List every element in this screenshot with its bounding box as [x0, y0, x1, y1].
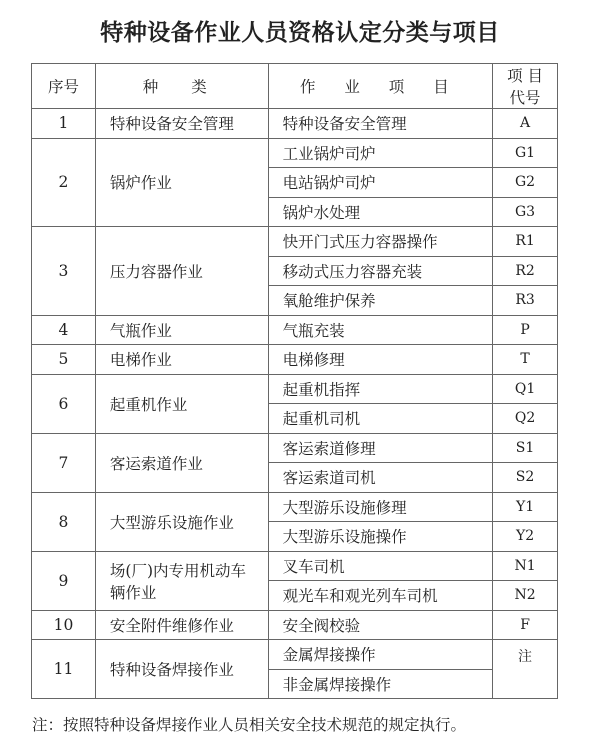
table-row	[32, 138, 558, 168]
header-code-line2: 代号	[509, 89, 541, 107]
category-cell: 安全附件维修作业	[95, 610, 268, 640]
code-cell: Y1	[493, 492, 558, 522]
code-cell: Y2	[493, 522, 558, 552]
item-cell: 大型游乐设施修理	[268, 492, 493, 522]
code-cell: 注	[493, 640, 558, 699]
code-cell: G3	[493, 197, 558, 227]
category-cell: 气瓶作业	[95, 315, 268, 345]
seq-cell: 7	[32, 433, 96, 492]
seq-cell: 3	[32, 227, 96, 316]
code-cell: A	[493, 109, 558, 139]
header-code-line1: 项 目	[507, 67, 544, 85]
category-cell: 特种设备安全管理	[95, 109, 268, 139]
footnote: 注：按照特种设备焊接作业人员相关安全技术规范的规定执行。	[32, 716, 467, 734]
category-cell: 大型游乐设施作业	[95, 492, 268, 551]
seq-cell: 10	[32, 610, 96, 640]
item-cell: 客运索道修理	[268, 433, 493, 463]
item-cell: 金属焊接操作	[268, 640, 493, 670]
table-row	[32, 433, 558, 463]
seq-cell: 6	[32, 374, 96, 433]
category-cell: 压力容器作业	[95, 227, 268, 316]
item-cell: 非金属焊接操作	[268, 669, 493, 699]
item-cell: 客运索道司机	[268, 463, 493, 493]
table-row	[32, 109, 558, 139]
code-cell: F	[493, 610, 558, 640]
item-cell: 观光车和观光列车司机	[268, 581, 493, 611]
table-row	[32, 315, 558, 345]
seq-cell: 11	[32, 640, 96, 699]
seq-cell: 1	[32, 109, 96, 139]
table-row	[32, 492, 558, 522]
document-title: 特种设备作业人员资格认定分类与项目	[100, 20, 500, 46]
item-cell: 安全阀校验	[268, 610, 493, 640]
table-row	[32, 551, 558, 581]
item-cell: 叉车司机	[268, 551, 493, 581]
header-item: 作 业 项 目	[268, 64, 493, 109]
table-row	[32, 610, 558, 640]
item-cell: 快开门式压力容器操作	[268, 227, 493, 257]
item-cell: 大型游乐设施操作	[268, 522, 493, 552]
category-cell: 锅炉作业	[95, 138, 268, 227]
seq-cell: 9	[32, 551, 96, 610]
item-cell: 氧舱维护保养	[268, 286, 493, 316]
code-cell: Q1	[493, 374, 558, 404]
code-cell: T	[493, 345, 558, 375]
seq-cell: 2	[32, 138, 96, 227]
code-cell: G1	[493, 138, 558, 168]
table-row	[32, 345, 558, 375]
item-cell: 电梯修理	[268, 345, 493, 375]
code-cell: R2	[493, 256, 558, 286]
qualification-table	[31, 63, 558, 699]
code-cell: N2	[493, 581, 558, 611]
category-cell: 电梯作业	[95, 345, 268, 375]
item-cell: 气瓶充装	[268, 315, 493, 345]
item-cell: 锅炉水处理	[268, 197, 493, 227]
code-cell: R1	[493, 227, 558, 257]
header-seq: 序号	[32, 64, 96, 109]
category-cell: 客运索道作业	[95, 433, 268, 492]
table-header-row	[32, 64, 558, 109]
category-cell: 特种设备焊接作业	[95, 640, 268, 699]
category-cell: 起重机作业	[95, 374, 268, 433]
seq-cell: 8	[32, 492, 96, 551]
header-category: 种 类	[95, 64, 268, 109]
item-cell: 电站锅炉司炉	[268, 168, 493, 198]
code-cell: N1	[493, 551, 558, 581]
item-cell: 起重机司机	[268, 404, 493, 434]
seq-cell: 5	[32, 345, 96, 375]
item-cell: 工业锅炉司炉	[268, 138, 493, 168]
table-row	[32, 640, 558, 670]
item-cell: 移动式压力容器充装	[268, 256, 493, 286]
header-code	[493, 64, 558, 109]
code-cell: S2	[493, 463, 558, 493]
code-cell: Q2	[493, 404, 558, 434]
item-cell: 特种设备安全管理	[268, 109, 493, 139]
table-row	[32, 227, 558, 257]
code-cell: S1	[493, 433, 558, 463]
item-cell: 起重机指挥	[268, 374, 493, 404]
code-cell: P	[493, 315, 558, 345]
category-cell: 场(厂)内专用机动车辆作业	[95, 551, 268, 610]
code-cell: G2	[493, 168, 558, 198]
seq-cell: 4	[32, 315, 96, 345]
table-row	[32, 374, 558, 404]
code-cell: R3	[493, 286, 558, 316]
